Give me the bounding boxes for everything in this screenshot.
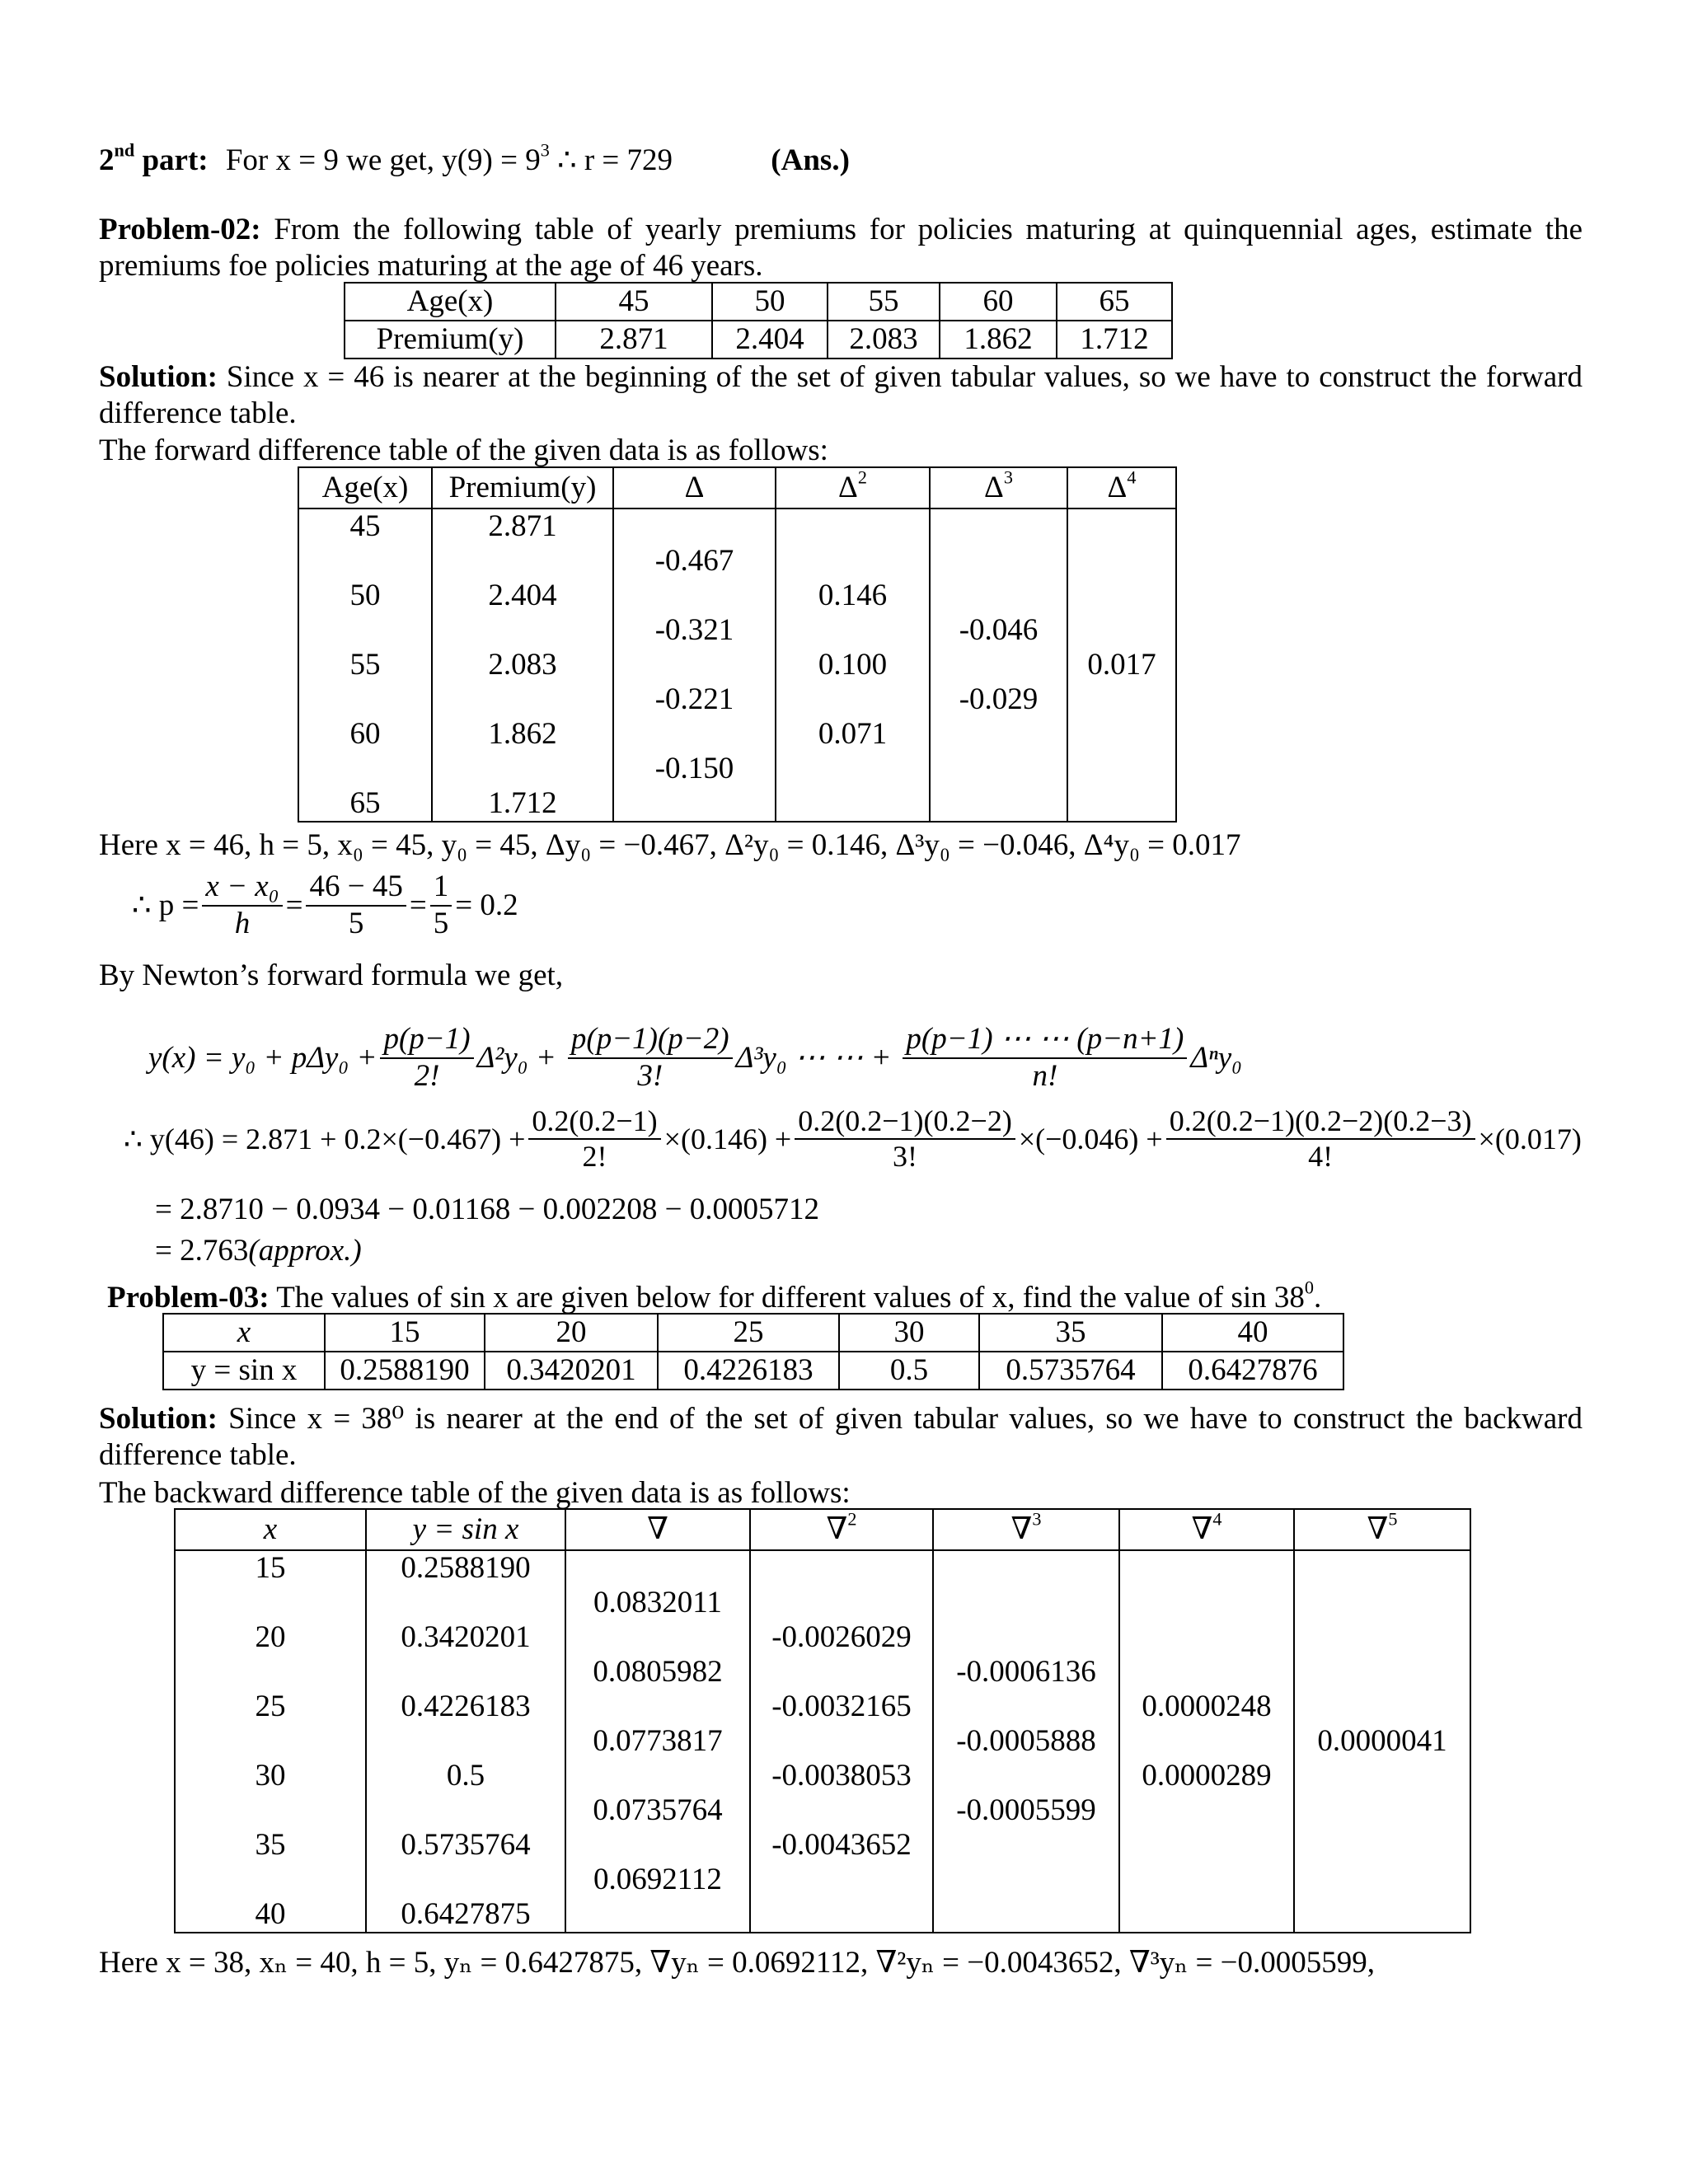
calc-term: ×(0.146) + [663,1122,792,1156]
table-cell: 35 [175,1828,366,1863]
problem03-label: Problem-03: [107,1281,270,1315]
table-cell: 25 [175,1690,366,1724]
table-cell: Premium(y) [345,321,556,359]
col-header-delta1: Δ [613,467,776,509]
table-cell: 0.2588190 [325,1352,485,1390]
table-cell: -0.467 [613,544,776,579]
table-cell: 0.100 [776,648,930,682]
fraction: $\frac{p(p-1) \cdots \cdots (p-n+1)}{n!}$ [903,1022,1187,1094]
solution-text: Since x = 38⁰ is nearer at the end of the set of given tabular values, so we have to construct the backward difference table. [99,1402,1583,1472]
problem02-here-line: Here x = 46, h = 5, x₀ = 45, y₀ = 45, Δy₀ = −0.467, Δ²y₀ = 0.146, Δ³y₀ = −0.046, Δ⁴y₀ = 0.017 [99,828,1241,862]
table-cell: -0.221 [613,682,776,717]
problem03-text: The values of sin x are given below for different values of x, find the value of $\sin 38^0$. [276,1277,1322,1315]
table-cell: 40 [1162,1314,1343,1352]
table-cell: 0.0735764 [565,1793,750,1828]
part2-text: For x = 9 we get, $y(9) = 9^3$ ∴ r = 729 [225,139,673,177]
table-cell: 30 [175,1759,366,1793]
table-row [298,682,1176,717]
table-header-row [175,1509,1470,1550]
table-row [175,1620,1470,1655]
forward-difference-table [298,466,1177,823]
table-cell: 0.017 [1067,648,1176,682]
problem02-label: Problem-02: [99,213,261,246]
table-row [298,544,1176,579]
table-row [163,1314,1343,1352]
table-row [175,1724,1470,1759]
table-row [298,509,1176,544]
table-cell: 0.0832011 [565,1586,750,1620]
table-cell: -0.0043652 [750,1828,933,1863]
table-cell: -0.046 [930,613,1067,648]
table-cell: -0.321 [613,613,776,648]
col-header-nabla2: ∇$^2$ [750,1509,933,1550]
newton-intro: By Newton’s forward formula we get, [99,958,564,992]
table-cell: 55 [828,283,940,321]
solution-label: Solution: [99,1402,218,1436]
fraction: $\frac{p(p-1)}{2!}$ [380,1022,473,1094]
table-cell: 2.871 [432,509,613,544]
table-cell: 45 [298,509,432,544]
table-row [175,1863,1470,1897]
calc-term: ×(−0.046) + [1018,1122,1163,1156]
calc-lhs: ∴ y(46) = 2.871 + 0.2×(−0.467) + [124,1122,526,1156]
table-cell: 0.0773817 [565,1724,750,1759]
table-cell: 50 [712,283,828,321]
formula-term: Δⁿy₀ [1190,1040,1243,1075]
table-cell: 15 [325,1314,485,1352]
table-cell: -0.150 [613,752,776,786]
col-header-delta4: $\Delta^4$ [1067,467,1176,509]
table-row [175,1690,1470,1724]
table-row [175,1759,1470,1793]
p-result: = 0.2 [455,888,518,922]
table-cell: 0.2588190 [366,1550,565,1586]
formula-lhs: y(x) = y₀ + pΔy₀ + [148,1040,377,1075]
fraction: $\frac{0.2(0.2-1)(0.2-2)(0.2-3)}{4!}$ [1166,1104,1475,1174]
table-row [175,1793,1470,1828]
formula-term: Δ²y₀ + [476,1040,556,1075]
col-header-nabla5: ∇$^5$ [1294,1509,1470,1550]
table-cell: 0.5 [839,1352,979,1390]
table-cell: 35 [979,1314,1162,1352]
problem03-solution [99,1401,1582,1473]
table-cell: 0.6427876 [1162,1352,1343,1390]
table-cell: 0.4226183 [658,1352,839,1390]
table-cell: 0.5735764 [366,1828,565,1863]
solution-text: Since x = 46 is nearer at the beginning of the set of given tabular values, so we have to construct the forward difference table. [99,360,1583,430]
table-row [345,321,1172,359]
part2-ans: (Ans.) [771,143,850,177]
backward-table-intro: The backward difference table of the given data is as follows: [99,1476,851,1510]
table-cell: -0.029 [930,682,1067,717]
table-cell: 65 [1057,283,1172,321]
fraction: $\frac{1}{5}$ [430,869,452,941]
part2-label: 2nd part: [99,139,209,177]
table-cell: 30 [839,1314,979,1352]
table-cell: y = sin x [163,1352,325,1390]
problem03-here-line: Here x = 38, xₙ = 40, h = 5, yₙ = 0.6427875, ∇yₙ = 0.0692112, ∇²yₙ = −0.0043652, ∇³yₙ = −0.0005599, [99,1946,1376,1980]
table-cell: 0.0000248 [1119,1690,1294,1724]
table-row [298,613,1176,648]
calc-line-2: = 2.8710 − 0.0934 − 0.01168 − 0.002208 − 0.0005712 [155,1193,819,1226]
table-cell: 0.3420201 [366,1620,565,1655]
table-cell: 20 [485,1314,658,1352]
problem03-data-table [162,1313,1344,1390]
col-header-x: x [175,1509,366,1550]
newton-forward-formula [148,1022,1242,1094]
calc-line-3: = 2.763(approx.) [155,1234,362,1268]
forward-table-intro: The forward difference table of the given data is as follows: [99,434,828,467]
table-row [175,1655,1470,1690]
solution-label: Solution: [99,360,218,394]
col-header-nabla3: ∇$^3$ [933,1509,1119,1550]
table-row [175,1550,1470,1586]
table-cell: x [163,1314,325,1352]
table-row [298,752,1176,786]
fraction: $\frac{p(p-1)(p-2)}{3!}$ [568,1022,733,1094]
table-cell: 0.0805982 [565,1655,750,1690]
calc-term: ×(0.017) [1478,1122,1582,1156]
problem02-text: From the following table of yearly premiums for policies maturing at quinquennial ages, estimate the premiums foe policies maturing at the age of 46 years. [99,213,1583,283]
problem02-statement [99,212,1582,284]
table-cell: 0.6427875 [366,1897,565,1933]
fraction: $\frac{0.2(0.2-1)(0.2-2)}{3!}$ [795,1104,1015,1174]
table-row [298,786,1176,822]
fraction: $\frac{\text{x − x₀}}{h}$ [202,869,282,941]
table-cell: 2.871 [556,321,712,359]
table-row [298,579,1176,613]
table-cell: Age(x) [345,283,556,321]
col-header-premium: Premium(y) [432,467,613,509]
fraction: $\frac{0.2(0.2-1)}{2!}$ [528,1104,660,1174]
table-header-row [298,467,1176,509]
col-header-delta2: $\Delta^2$ [776,467,930,509]
table-cell: -0.0038053 [750,1759,933,1793]
table-cell: 0.071 [776,717,930,752]
part2-line [99,139,850,179]
table-cell: 25 [658,1314,839,1352]
table-row [175,1586,1470,1620]
table-cell: 0.4226183 [366,1690,565,1724]
fraction: $\frac{46 - 45}{5}$ [306,869,406,941]
p-prefix: ∴ p = [132,888,199,922]
table-cell: 0.146 [776,579,930,613]
col-header-nabla1: ∇ [565,1509,750,1550]
problem02-data-table [344,282,1173,359]
table-cell: 15 [175,1550,366,1586]
table-cell: 55 [298,648,432,682]
problem03-statement [107,1277,1322,1316]
backward-difference-table [174,1508,1471,1933]
table-cell: 40 [175,1897,366,1933]
table-cell: 0.5 [366,1759,565,1793]
table-cell: 0.0000289 [1119,1759,1294,1793]
table-cell: 2.404 [432,579,613,613]
table-cell: -0.0005888 [933,1724,1119,1759]
table-cell: -0.0006136 [933,1655,1119,1690]
table-cell: -0.0005599 [933,1793,1119,1828]
table-row [345,283,1172,321]
col-header-age: Age(x) [298,467,432,509]
formula-term: Δ³y₀ ⋯ ⋯ + [735,1040,892,1075]
col-header-y: y = sin x [366,1509,565,1550]
table-cell: 60 [940,283,1057,321]
table-cell: 0.5735764 [979,1352,1162,1390]
table-cell: -0.0026029 [750,1620,933,1655]
table-cell: 0.0692112 [565,1863,750,1897]
table-cell: 2.083 [828,321,940,359]
col-header-nabla4: ∇$^4$ [1119,1509,1294,1550]
table-cell: 2.404 [712,321,828,359]
table-row [175,1828,1470,1863]
table-cell: -0.0032165 [750,1690,933,1724]
y46-calculation [124,1104,1582,1174]
table-cell: 0.3420201 [485,1352,658,1390]
table-cell: 1.712 [1057,321,1172,359]
table-row [175,1897,1470,1933]
table-cell: 65 [298,786,432,822]
table-row [298,717,1176,752]
table-row [298,648,1176,682]
table-cell: 20 [175,1620,366,1655]
table-cell: 60 [298,717,432,752]
table-cell: 1.862 [432,717,613,752]
table-cell: 45 [556,283,712,321]
table-cell: 0.0000041 [1294,1724,1470,1759]
table-cell: 2.083 [432,648,613,682]
problem02-solution [99,359,1582,431]
table-cell: 50 [298,579,432,613]
p-computation: ∴ p = $\frac{\text{x − x₀}}{h}$ = $\frac{46 - 45}{5}$ = $\frac{1}{5}$ = 0.2 [132,869,518,940]
table-cell: 1.862 [940,321,1057,359]
col-header-delta3: $\Delta^3$ [930,467,1067,509]
table-row [163,1352,1343,1390]
table-cell: 1.712 [432,786,613,822]
